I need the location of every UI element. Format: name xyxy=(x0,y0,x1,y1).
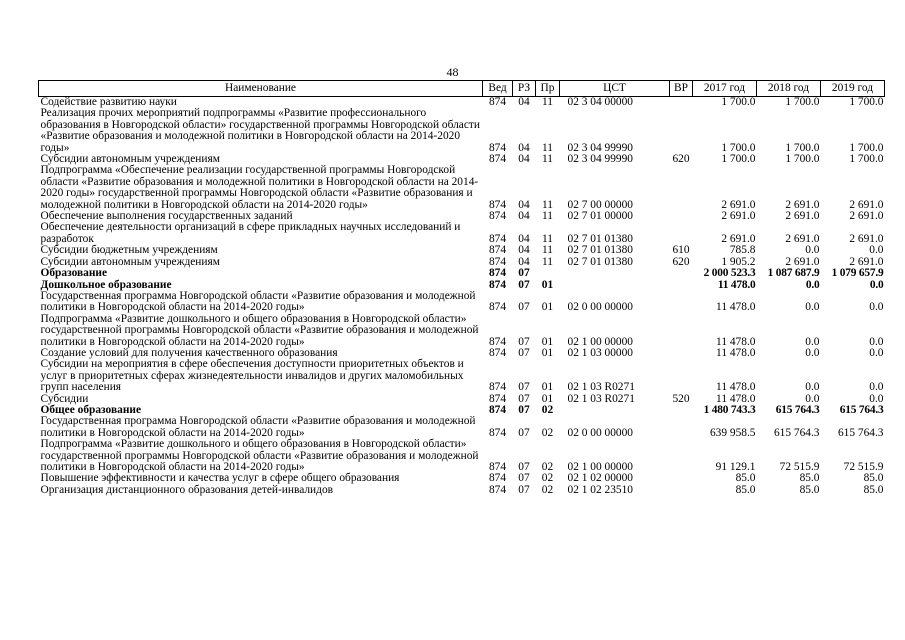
row-value-2019: 0.0 xyxy=(869,335,884,348)
row-value-2019: 85.0 xyxy=(863,483,884,496)
row-value-2017: 85.0 xyxy=(735,472,756,485)
row-ved: 874 xyxy=(488,403,507,416)
header-cst: ЦСТ xyxy=(560,81,670,97)
row-value-2018: 0.0 xyxy=(805,301,820,314)
row-cst: 02 1 00 00000 xyxy=(567,461,633,473)
row-value-2017: 1 700.0 xyxy=(721,153,756,166)
row-vr xyxy=(670,348,693,359)
row-name: Содействие развитию науки xyxy=(40,96,177,108)
row-ved: 874 xyxy=(488,472,507,485)
row-value-2018: 0.0 xyxy=(805,335,820,348)
row-vr xyxy=(670,314,693,348)
row-pr: 02 xyxy=(541,403,554,416)
row-cst xyxy=(560,280,670,291)
row-name: Обеспечение выполнения государственных заданий xyxy=(40,210,293,223)
row-ved: 874 xyxy=(488,483,507,496)
row-name: Подпрограмма «Развитие дошкольного и общего образования в Новгородской области» государственной программы Новгородской области «Развитие образования и молодежной политики в Новгородской области на 2014-2020 годы» xyxy=(40,438,479,473)
budget-table xyxy=(38,80,885,496)
row-rz: 07 xyxy=(518,461,530,473)
row-rz: 04 xyxy=(518,141,530,154)
row-ved: 874 xyxy=(488,335,507,348)
row-value-2018: 2 691.0 xyxy=(785,198,820,211)
row-value-2017: 1 700.0 xyxy=(721,141,756,154)
row-value-2018: 1 087 687.9 xyxy=(767,267,820,280)
row-cst: 02 1 00 00000 xyxy=(567,335,633,348)
row-name: Субсидии на мероприятия в сфере обеспечения доступности приоритетных объектов и услуг в приоритетных сферах жизнедеятельности инвалидов и других маломобильных групп населения xyxy=(40,358,464,394)
row-name: Подпрограмма «Развитие дошкольного и общего образования в Новгородской области» государственной программы Новгородской области «Развитие образования и молодежной политики в Новгородской области на 2014-2020 годы» xyxy=(40,312,479,348)
row-pr: 02 xyxy=(541,483,554,496)
table-row xyxy=(39,394,885,405)
row-pr xyxy=(536,268,560,279)
row-rz: 04 xyxy=(518,96,530,108)
row-value-2017: 2 000 523.3 xyxy=(703,267,756,280)
row-cst: 02 1 03 R0271 xyxy=(567,392,635,405)
row-cst: 02 3 04 99990 xyxy=(567,153,633,166)
row-cst: 02 7 00 00000 xyxy=(567,198,633,211)
row-pr: 11 xyxy=(542,232,553,245)
row-value-2018: 2 691.0 xyxy=(785,255,820,268)
table-row xyxy=(39,257,885,268)
row-vr xyxy=(670,280,693,291)
header-name: Наименование xyxy=(39,81,483,97)
row-value-2019: 0.0 xyxy=(869,346,884,359)
row-vr xyxy=(670,211,693,222)
row-vr xyxy=(670,359,693,393)
row-value-2017: 85.0 xyxy=(735,483,756,496)
row-value-2017: 2 691.0 xyxy=(721,232,756,245)
row-value-2018: 615 764.3 xyxy=(775,403,820,416)
row-cst: 02 0 00 00000 xyxy=(567,426,633,439)
row-value-2019: 2 691.0 xyxy=(849,232,884,245)
row-pr: 01 xyxy=(541,381,554,394)
row-value-2017: 2 691.0 xyxy=(721,210,756,223)
row-rz: 07 xyxy=(518,392,530,405)
row-vr xyxy=(670,97,693,109)
row-value-2017: 11 478.0 xyxy=(716,301,756,314)
row-name: Образование xyxy=(40,267,108,280)
header-2019: 2019 год xyxy=(821,81,885,97)
row-name: Государственная программа Новгородской области «Развитие образования и молодежной политики в Новгородской области на 2014-2020 годы» xyxy=(40,415,476,439)
row-value-2017: 1 480 743.3 xyxy=(703,403,756,416)
row-value-2017: 11 478.0 xyxy=(717,278,756,291)
row-cst xyxy=(560,268,670,279)
row-value-2019: 0.0 xyxy=(869,301,884,314)
row-vr xyxy=(670,405,693,416)
row-value-2017: 11 478.0 xyxy=(716,335,756,348)
header-row xyxy=(39,81,885,97)
row-name: Создание условий для получения качественного образования xyxy=(40,346,338,359)
row-pr: 02 xyxy=(541,426,554,439)
row-pr: 01 xyxy=(541,392,554,405)
row-rz: 07 xyxy=(518,335,530,348)
row-ved: 874 xyxy=(488,141,507,154)
row-pr: 11 xyxy=(542,96,553,108)
row-value-2017: 11 478.0 xyxy=(716,346,756,359)
row-value-2019: 2 691.0 xyxy=(849,255,884,268)
row-value-2019: 0.0 xyxy=(869,278,884,291)
row-name: Обеспечение деятельности организаций в сфере прикладных научных исследований и разработок xyxy=(40,221,461,245)
row-name: Общее образование xyxy=(40,403,142,416)
table-header xyxy=(39,81,885,97)
row-value-2019: 1 700.0 xyxy=(849,141,884,154)
row-value-2019: 615 764.3 xyxy=(837,426,884,439)
row-value-2018: 0.0 xyxy=(805,381,820,394)
row-rz: 04 xyxy=(518,198,530,211)
row-name: Реализация прочих мероприятий подпрограммы «Развитие профессионального образования в Новгородской области» государственной программы Новгородской области «Развитие образования и молодежной политики в Новгородской области на 2014-2020 годы» xyxy=(40,107,480,154)
row-rz: 07 xyxy=(518,346,530,359)
row-value-2018: 85.0 xyxy=(799,483,820,496)
row-vr xyxy=(670,222,693,245)
row-vr xyxy=(670,108,693,154)
header-ved: Вед xyxy=(483,81,513,97)
row-cst: 02 7 01 00000 xyxy=(567,210,633,223)
row-value-2017: 11 478.0 xyxy=(716,392,756,405)
table-row xyxy=(39,359,885,393)
row-name: Организация дистанционного образования детей-инвалидов xyxy=(40,483,334,496)
row-rz: 04 xyxy=(518,232,530,245)
row-value-2018: 0.0 xyxy=(805,346,820,359)
row-rz: 07 xyxy=(518,403,530,416)
row-rz: 07 xyxy=(518,426,530,439)
row-pr: 11 xyxy=(542,244,553,257)
row-value-2017: 785.8 xyxy=(729,244,756,257)
row-ved: 874 xyxy=(488,153,507,166)
row-rz: 07 xyxy=(518,278,530,291)
row-ved: 874 xyxy=(488,267,507,280)
row-cst: 02 7 01 01380 xyxy=(567,232,633,245)
row-value-2019: 0.0 xyxy=(869,392,884,405)
row-vr xyxy=(670,291,693,314)
row-rz: 07 xyxy=(518,472,530,485)
row-name: Субсидии бюджетным учреждениям xyxy=(40,244,218,257)
row-value-2019: 85.0 xyxy=(863,472,884,485)
row-vr xyxy=(670,439,693,473)
row-value-2018: 72 515.9 xyxy=(779,461,820,473)
row-ved: 874 xyxy=(488,381,507,394)
row-rz: 07 xyxy=(518,267,530,280)
row-ved: 874 xyxy=(488,255,507,268)
row-vr xyxy=(670,416,693,439)
row-rz: 07 xyxy=(518,483,530,496)
row-value-2019: 72 515.9 xyxy=(843,461,884,473)
header-2017: 2017 год xyxy=(693,81,757,97)
table-row xyxy=(39,222,885,245)
row-pr: 01 xyxy=(541,278,554,291)
row-cst: 02 3 04 99990 xyxy=(567,141,633,154)
row-value-2019: 0.0 xyxy=(869,244,884,257)
row-value-2019: 2 691.0 xyxy=(849,210,884,223)
row-cst: 02 1 02 00000 xyxy=(567,472,633,485)
row-name: Государственная программа Новгородской области «Развитие образования и молодежной политики в Новгородской области на 2014-2020 годы» xyxy=(40,289,476,314)
row-name: Повышение эффективности и качества услуг в сфере общего образования xyxy=(40,472,400,485)
row-value-2017: 91 129.1 xyxy=(715,461,756,473)
row-rz: 07 xyxy=(518,381,530,394)
row-value-2018: 615 764.3 xyxy=(773,426,820,439)
row-cst xyxy=(560,405,670,416)
row-pr: 11 xyxy=(542,210,553,223)
table-row xyxy=(39,268,885,279)
row-pr: 11 xyxy=(542,153,553,166)
row-name: Подпрограмма «Обеспечение реализации государственной программы Новгородской области «Развитие образования и молодежной политики в Новгородской области на 2014-2020 годы» государственной программы Новгородской области «Развитие образования и молодежной политики в Новгородской области на 2014-2020 годы» xyxy=(40,164,479,211)
row-value-2018: 2 691.0 xyxy=(785,232,820,245)
row-rz: 04 xyxy=(518,210,530,223)
row-vr xyxy=(670,473,693,484)
row-ved: 874 xyxy=(488,96,507,108)
row-value-2018: 1 700.0 xyxy=(785,96,820,108)
row-name: Дошкольное образование xyxy=(40,278,172,291)
header-pr: Пр xyxy=(536,81,560,97)
header-2018: 2018 год xyxy=(757,81,821,97)
table-row xyxy=(39,108,885,154)
row-name: Субсидии xyxy=(40,392,89,405)
row-value-2018: 1 700.0 xyxy=(785,141,820,154)
row-vr xyxy=(670,485,693,496)
table-row xyxy=(39,245,885,256)
row-rz: 04 xyxy=(518,244,530,257)
table-body xyxy=(39,97,885,497)
row-ved: 874 xyxy=(488,426,507,439)
row-cst: 02 3 04 00000 xyxy=(567,96,633,108)
row-vr: 620 xyxy=(672,255,690,268)
row-pr: 11 xyxy=(542,198,553,211)
row-value-2018: 85.0 xyxy=(799,472,820,485)
table-row xyxy=(39,165,885,211)
row-cst: 02 1 02 23510 xyxy=(567,483,633,496)
row-rz: 07 xyxy=(518,301,530,314)
row-rz: 04 xyxy=(518,255,530,268)
row-cst: 02 1 03 00000 xyxy=(567,346,633,359)
row-pr: 02 xyxy=(541,472,554,485)
table-row xyxy=(39,416,885,439)
row-value-2019: 2 691.0 xyxy=(849,198,884,211)
row-pr: 11 xyxy=(542,255,553,268)
row-cst: 02 7 01 01380 xyxy=(567,244,633,257)
row-cst: 02 1 03 R0271 xyxy=(567,381,635,394)
table-row xyxy=(39,485,885,496)
row-value-2017: 11 478.0 xyxy=(716,381,756,394)
row-vr: 620 xyxy=(672,153,690,166)
row-value-2018: 0.0 xyxy=(805,278,820,291)
row-vr: 520 xyxy=(672,392,690,405)
page-number: 48 xyxy=(446,65,459,79)
row-ved: 874 xyxy=(488,232,507,245)
row-value-2019: 615 764.3 xyxy=(839,403,884,416)
row-value-2019: 1 700.0 xyxy=(849,153,884,166)
row-ved: 874 xyxy=(488,278,507,291)
row-value-2018: 1 700.0 xyxy=(785,153,820,166)
row-value-2017: 639 958.5 xyxy=(709,426,756,439)
row-value-2019: 0.0 xyxy=(869,381,884,394)
row-value-2018: 0.0 xyxy=(805,392,820,405)
row-ved: 874 xyxy=(488,244,507,257)
row-name: Субсидии автономным учреждениям xyxy=(40,153,220,166)
row-vr: 610 xyxy=(672,244,690,257)
table-row xyxy=(39,439,885,473)
row-vr xyxy=(670,165,693,211)
row-ved: 874 xyxy=(488,301,507,314)
row-value-2019: 1 700.0 xyxy=(849,96,884,108)
row-cst: 02 7 01 01380 xyxy=(567,255,633,268)
row-rz: 04 xyxy=(518,153,530,166)
row-pr: 02 xyxy=(541,461,554,473)
row-cst: 02 0 00 00000 xyxy=(567,301,633,314)
row-ved: 874 xyxy=(488,461,507,473)
row-pr: 01 xyxy=(541,346,554,359)
row-name: Субсидии автономным учреждениям xyxy=(40,255,220,268)
row-value-2017: 1 700.0 xyxy=(721,96,756,108)
header-vr: ВР xyxy=(670,81,693,97)
row-ved: 874 xyxy=(488,198,507,211)
row-pr: 11 xyxy=(542,141,553,154)
row-value-2017: 1 905.2 xyxy=(721,255,756,268)
row-pr: 01 xyxy=(541,335,554,348)
header-rz: РЗ xyxy=(513,81,536,97)
row-ved: 874 xyxy=(488,346,507,359)
row-vr xyxy=(670,268,693,279)
row-ved: 874 xyxy=(488,392,507,405)
row-value-2018: 0.0 xyxy=(805,244,820,257)
row-value-2018: 2 691.0 xyxy=(785,210,820,223)
table-row xyxy=(39,314,885,348)
table-row xyxy=(39,291,885,314)
row-ved: 874 xyxy=(488,210,507,223)
row-value-2019: 1 079 657.9 xyxy=(831,267,884,280)
row-value-2017: 2 691.0 xyxy=(721,198,756,211)
row-pr: 01 xyxy=(541,301,554,314)
